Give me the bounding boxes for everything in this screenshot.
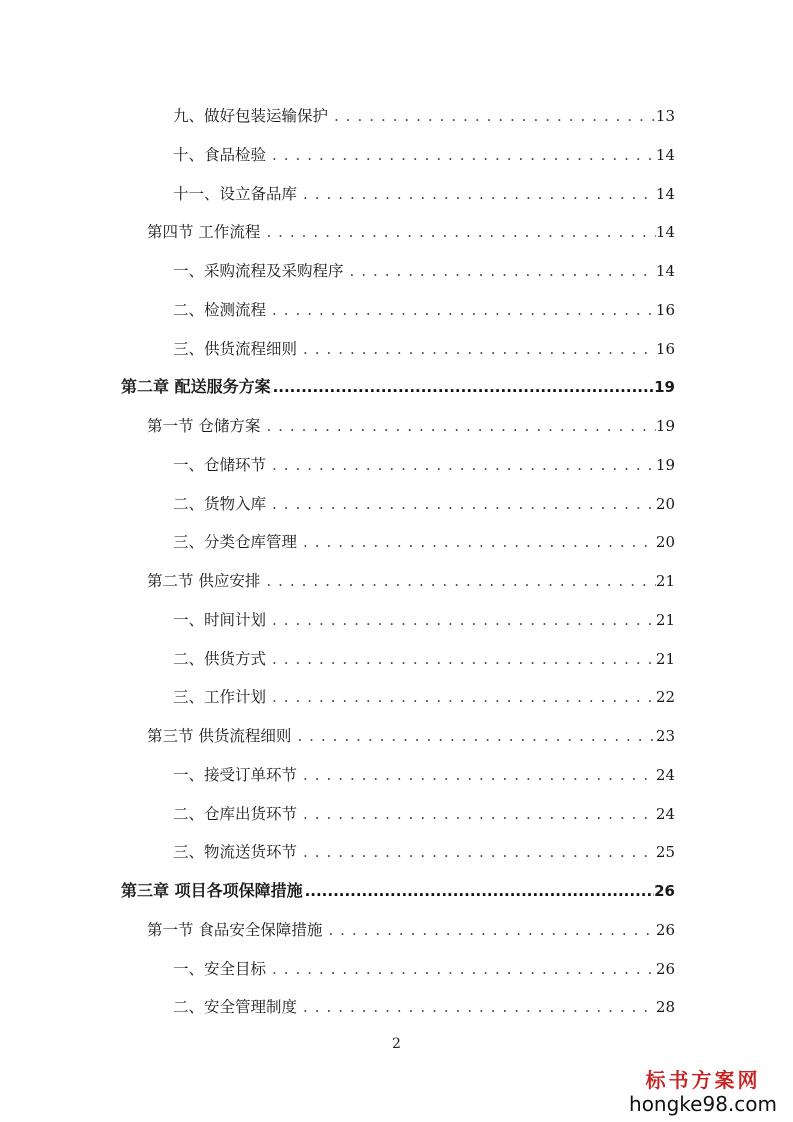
toc-dot-leader bbox=[303, 879, 655, 903]
toc-dot-leader bbox=[260, 569, 655, 593]
toc-chapter-entry[interactable] bbox=[121, 375, 675, 399]
toc-subsection-entry[interactable] bbox=[173, 453, 675, 477]
toc-entry-page: 16 bbox=[655, 300, 675, 319]
toc-subsection-entry[interactable] bbox=[173, 995, 675, 1019]
toc-entry-title: 二、仓库出货环节 bbox=[173, 804, 298, 823]
toc-section-entry[interactable] bbox=[147, 724, 675, 748]
toc-dot-leader bbox=[297, 840, 656, 864]
toc-entry-page: 19 bbox=[655, 455, 675, 474]
toc-entry-title: 二、检测流程 bbox=[173, 300, 267, 319]
toc-subsection-entry[interactable] bbox=[173, 182, 675, 206]
toc-subsection-entry[interactable] bbox=[173, 802, 675, 826]
toc-entry-title: 二、供货方式 bbox=[173, 649, 267, 668]
toc-section-entry[interactable] bbox=[147, 918, 675, 942]
toc-dot-leader bbox=[297, 337, 656, 361]
toc-dot-leader bbox=[266, 453, 656, 477]
toc-entry-title: 第三节 供货流程细则 bbox=[147, 727, 292, 745]
toc-dot-leader bbox=[322, 918, 655, 942]
toc-entry-title: 三、分类仓库管理 bbox=[173, 533, 298, 552]
toc-entry-title: 一、接受订单环节 bbox=[173, 765, 298, 784]
toc-dot-leader bbox=[266, 685, 656, 709]
toc-entry-title: 第一节 仓储方案 bbox=[147, 417, 261, 435]
toc-dot-leader bbox=[291, 724, 655, 748]
toc-entry-page: 24 bbox=[655, 804, 675, 823]
toc-dot-leader bbox=[297, 995, 656, 1019]
toc-entry-page: 13 bbox=[655, 107, 675, 125]
toc-subsection-entry[interactable] bbox=[173, 530, 675, 554]
toc-entry-page: 20 bbox=[655, 494, 675, 513]
toc-entry-page: 14 bbox=[655, 262, 675, 280]
toc-dot-leader bbox=[328, 104, 656, 128]
toc-entry-title: 一、仓储环节 bbox=[173, 455, 267, 474]
toc-subsection-entry[interactable] bbox=[173, 608, 675, 632]
page-number: 2 bbox=[392, 1036, 401, 1052]
toc-subsection-entry[interactable] bbox=[173, 298, 675, 322]
toc-entry-page: 26 bbox=[655, 959, 675, 978]
toc-dot-leader bbox=[297, 763, 656, 787]
toc-entry-title: 第四节 工作流程 bbox=[147, 223, 261, 242]
toc-entry-title: 十、食品检验 bbox=[173, 145, 267, 164]
toc-dot-leader bbox=[260, 414, 655, 438]
toc-subsection-entry[interactable] bbox=[173, 337, 675, 361]
toc-entry-title: 第二章 配送服务方案 bbox=[121, 377, 271, 397]
toc-dot-leader bbox=[266, 608, 656, 632]
toc-entry-page: 14 bbox=[655, 145, 675, 164]
toc-entry-title: 三、物流送货环节 bbox=[173, 843, 298, 862]
toc-entry-page: 14 bbox=[655, 223, 675, 242]
toc-subsection-entry[interactable] bbox=[173, 685, 675, 709]
toc-dot-leader bbox=[260, 220, 655, 244]
toc-entry-title: 二、安全管理制度 bbox=[173, 998, 298, 1017]
toc-entry-title: 三、供货流程细则 bbox=[173, 339, 298, 358]
toc-subsection-entry[interactable] bbox=[173, 840, 675, 864]
toc-entry-title: 第三章 项目各项保障措施 bbox=[121, 881, 303, 900]
toc-entry-title: 一、采购流程及采购程序 bbox=[173, 262, 344, 280]
toc-dot-leader bbox=[266, 298, 656, 322]
watermark-title: 标书方案网 bbox=[645, 1068, 761, 1092]
toc-dot-leader bbox=[297, 530, 656, 554]
toc-entry-title: 第二节 供应安排 bbox=[147, 572, 261, 590]
toc-dot-leader bbox=[266, 647, 656, 671]
toc-entry-page: 26 bbox=[654, 882, 675, 900]
toc-entry-page: 20 bbox=[655, 533, 675, 552]
toc-entry-title: 一、时间计划 bbox=[173, 610, 267, 629]
toc-entry-title: 九、做好包装运输保护 bbox=[173, 107, 329, 125]
toc-entry-page: 21 bbox=[655, 610, 675, 629]
toc-entry-page: 24 bbox=[655, 765, 675, 784]
toc-entry-title: 一、安全目标 bbox=[173, 959, 267, 978]
toc-entry-page: 22 bbox=[655, 688, 675, 707]
watermark-url: hongke98.com bbox=[629, 1092, 777, 1116]
toc-subsection-entry[interactable] bbox=[173, 104, 675, 128]
toc-dot-leader bbox=[297, 802, 656, 826]
toc-entry-page: 21 bbox=[655, 572, 675, 590]
toc-entry-page: 14 bbox=[655, 184, 675, 203]
toc-entry-page: 19 bbox=[655, 417, 675, 435]
toc-section-entry[interactable] bbox=[147, 220, 675, 244]
toc-entry-page: 26 bbox=[655, 920, 675, 939]
toc-entry-page: 28 bbox=[655, 998, 675, 1017]
toc-section-entry[interactable] bbox=[147, 569, 675, 593]
toc-dot-leader bbox=[266, 143, 656, 167]
toc-entry-page: 25 bbox=[655, 843, 675, 862]
watermark-logo bbox=[629, 1068, 777, 1116]
toc-subsection-entry[interactable] bbox=[173, 647, 675, 671]
toc-entry-page: 21 bbox=[655, 649, 675, 668]
toc-entry-title: 三、工作计划 bbox=[173, 688, 267, 707]
toc-entry-title: 二、货物入库 bbox=[173, 494, 267, 513]
toc-entry-title: 第一节 食品安全保障措施 bbox=[147, 920, 323, 939]
toc-subsection-entry[interactable] bbox=[173, 957, 675, 981]
toc-dot-leader bbox=[266, 957, 656, 981]
toc-section-entry[interactable] bbox=[147, 414, 675, 438]
toc-entry-title: 十一、设立备品库 bbox=[173, 184, 298, 203]
toc-subsection-entry[interactable] bbox=[173, 259, 675, 283]
toc-entry-page: 19 bbox=[654, 378, 675, 397]
toc-subsection-entry[interactable] bbox=[173, 492, 675, 516]
toc-subsection-entry[interactable] bbox=[173, 143, 675, 167]
toc-entry-page: 23 bbox=[655, 727, 675, 745]
toc-subsection-entry[interactable] bbox=[173, 763, 675, 787]
toc-dot-leader bbox=[344, 259, 656, 283]
toc-chapter-entry[interactable] bbox=[121, 879, 675, 903]
toc-dot-leader bbox=[271, 375, 655, 399]
toc-entry-page: 16 bbox=[655, 339, 675, 358]
toc-dot-leader bbox=[297, 182, 656, 206]
toc-dot-leader bbox=[266, 492, 656, 516]
